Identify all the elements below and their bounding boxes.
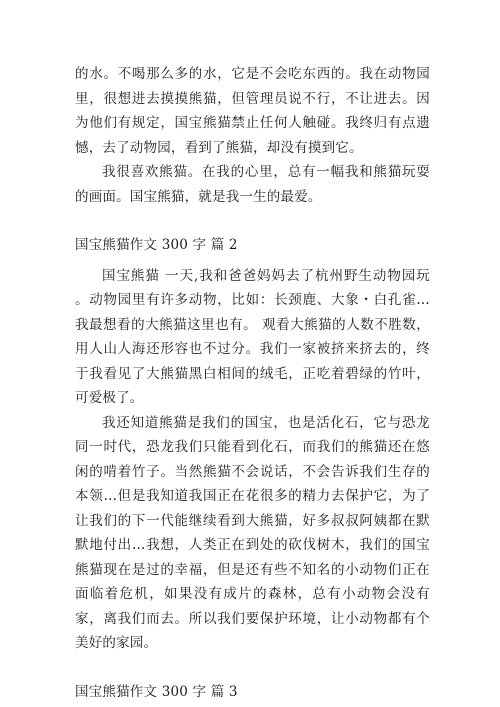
paragraph-love-panda: 我很喜欢熊猫。在我的心里，总有一幅我和熊猫玩耍的画面。国宝熊猫，就是我一生的最爱。 [75,164,430,205]
paragraph-continuation: 的水。不喝那么多的水，它是不会吃东西的。我在动物园里，很想进去摸摸熊猫，但管理员说不行，不让进去。因为他们有规定，国宝熊猫禁止任何人触碰。我终归有点遗憾，去了动物园，看到了熊猫，却没有摸到它。 [75,66,430,156]
section-heading-2: 国宝熊猫作文 300 字 篇 2 [75,237,238,253]
section-heading-3: 国宝熊猫作文 300 字 篇 3 [75,683,238,700]
document-page [75,62,430,704]
paragraph-national-treasure: 我还知道熊猫是我们的国宝，也是活化石，它与恐龙同一时代，恐龙我们只能看到化石，而我们的熊猫还在悠闲的啃着竹子。当然熊猫不会说话，不会告诉我们生存的本领…但是我知道我国正在花很多的精力去保护它，为了让我们的下一代能继续看到大熊猫，好多叔叔阿姨都在默默地付出…我想，人类正在到处的砍伐树木，我们的国宝熊猫现在是过的幸福，但是还有些不知名的小动物们正在面临着危机，如果没有成片的森林，总有小动物会没有家，离我们而去。所以我们要保护环境，让小动物都有个美好的家园。 [75,414,430,651]
paragraph-zoo-visit: 国宝熊猫 一天,我和爸爸妈妈去了杭州野生动物园玩 。动物园里有许多动物，比如：长颈鹿、大象・白孔雀…我最想看的大熊猫这里也有。 观看大熊猫的人数不胜数，用人山人海还形容也不过分。我们一家被挤来挤去的，终于我看见了大熊猫黑白相间的绒毛，正吃着碧绿的竹叶，可爱极了。 [75,267,430,406]
